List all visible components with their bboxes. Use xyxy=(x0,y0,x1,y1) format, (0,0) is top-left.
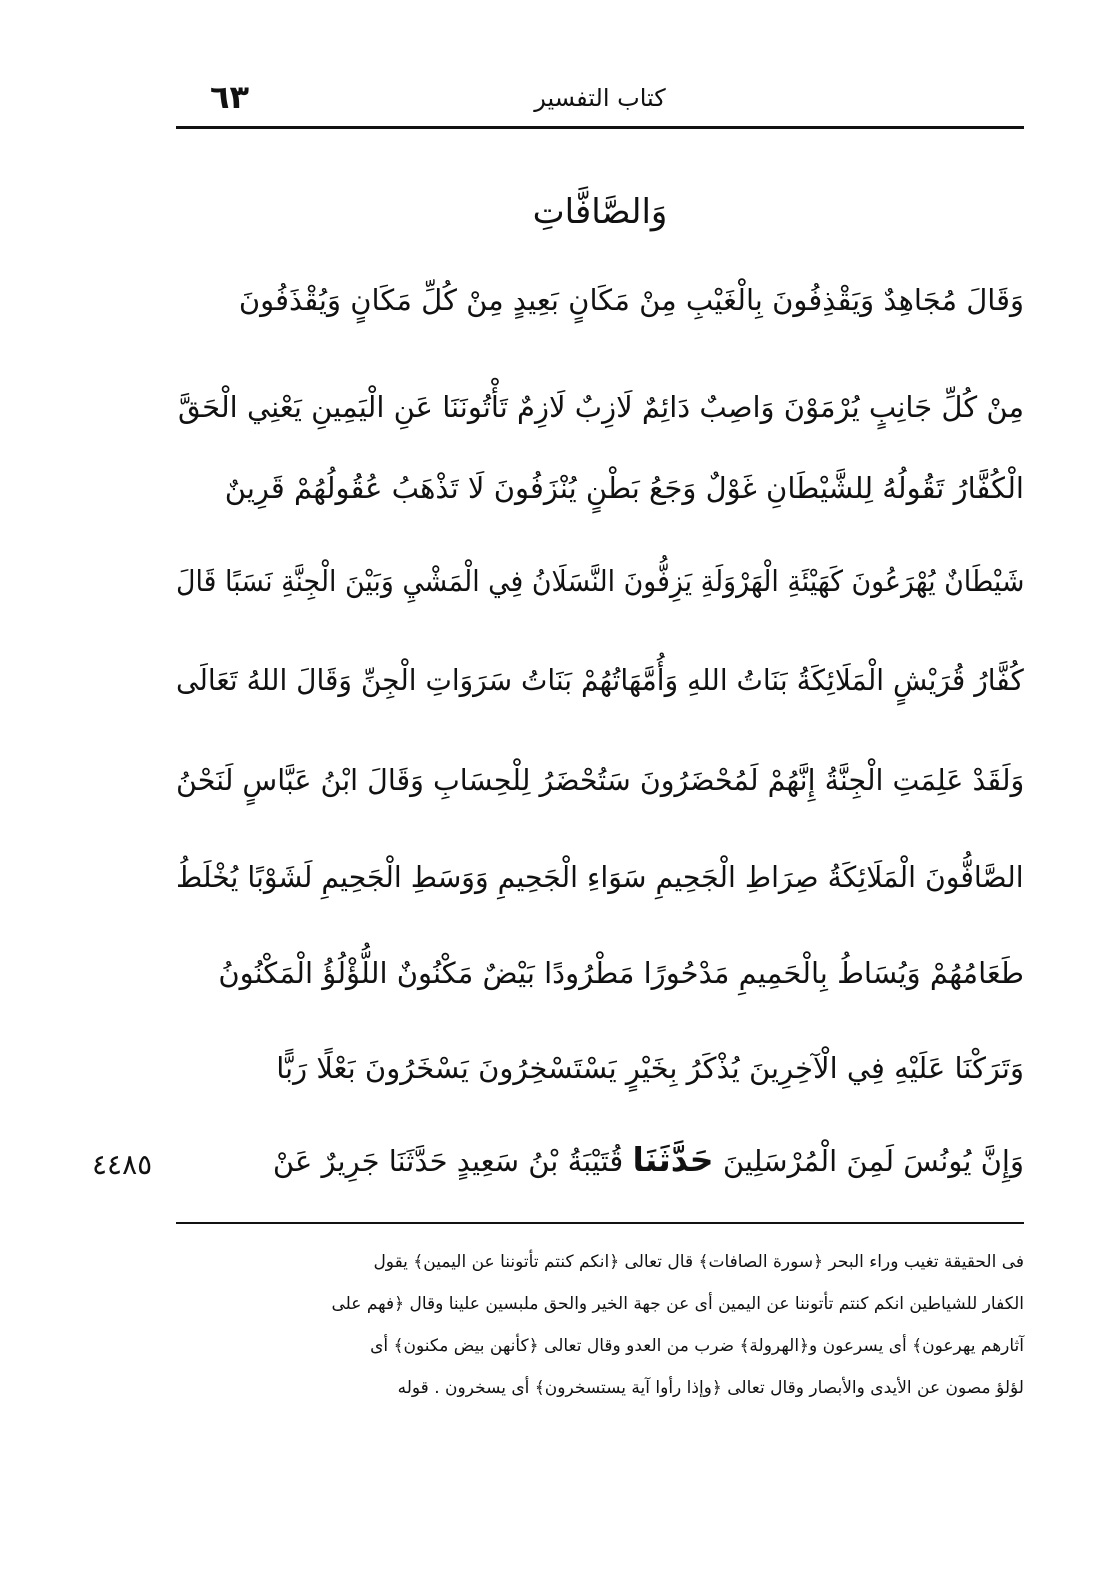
text-line: طَعَامُهُمْ وَيُسَاطُ بِالْحَمِيمِ مَدْحُورًا مَطْرُودًا بَيْضٌ مَكْنُونٌ اللُّؤْلُؤُ الْمَكْنُونُ xyxy=(218,956,1024,990)
footnote-line: فى الحقيقة تغيب وراء البحر ﴿سورة الصافات﴾ قال تعالى ﴿انكم كنتم تأتوننا عن اليمين﴾ يقول xyxy=(373,1252,1024,1272)
text-line: الْكُفَّارُ تَقُولُهُ لِلشَّيْطَانِ غَوْلٌ وَجَعُ بَطْنٍ يُنْزَفُونَ لَا تَذْهَبُ عُقُولُهُمْ قَرِينٌ xyxy=(224,471,1024,505)
book-title: كتاب التفسير xyxy=(534,84,666,112)
haddathana-marker: حَدَّثَنَا xyxy=(632,1140,714,1179)
page-number: ٦٣ xyxy=(210,78,250,116)
text-line: الصَّافُّونَ الْمَلَائِكَةُ صِرَاطِ الْجَحِيمِ سَوَاءِ الْجَحِيمِ وَوَسَطِ الْجَحِيمِ لَشَوْبًا يُخْلَطُ xyxy=(176,860,1024,894)
text-line: كُفَّارُ قُرَيْشٍ الْمَلَائِكَةُ بَنَاتُ اللهِ وَأُمَّهَاتُهُمْ بَنَاتُ سَرَوَاتِ الْجِنِّ وَقَالَ اللهُ تَعَالَى xyxy=(176,663,1024,697)
hadith-opening-line xyxy=(273,1140,1024,1181)
isnad-text: قُتَيْبَةُ بْنُ سَعِيدٍ حَدَّثَنَا جَرِيرٌ عَنْ xyxy=(272,1144,624,1178)
text-line: شَيْطَانٌ يُهْرَعُونَ كَهَيْئَةِ الْهَرْوَلَةِ يَزِفُّونَ النَّسَلَانُ فِي الْمَشْيِ وَبَيْنَ الْجِنَّةِ نَسَبًا قَالَ xyxy=(175,564,1024,598)
text-line: وَقَالَ مُجَاهِدٌ وَيَقْذِفُونَ بِالْغَيْبِ مِنْ مَكَانٍ بَعِيدٍ مِنْ كُلِّ مَكَانٍ وَيُقْذَفُونَ xyxy=(238,283,1024,317)
footnote-rule xyxy=(176,1222,1024,1224)
footnote-line: آثارهم يهرعون﴾ أى يسرعون و﴿الهرولة﴾ ضرب من العدو وقال تعالى ﴿كأنهن بيض مكنون﴾ أى xyxy=(370,1336,1024,1356)
footnote-line: لؤلؤ مصون عن الأيدى والأبصار وقال تعالى ﴿وإذا رأوا آية يستسخرون﴾ أى يسخرون . قوله xyxy=(397,1378,1024,1398)
hadith-number: ٤٤٨٥ xyxy=(92,1148,153,1181)
footnote-line: الكفار للشياطين انكم كنتم تأتوننا عن اليمين أى عن جهة الخير والحق ملبسين علينا وقال ﴿فهم على xyxy=(331,1294,1024,1314)
running-header xyxy=(180,78,1020,128)
text-line: مِنْ كُلِّ جَانِبٍ يُرْمَوْنَ وَاصِبٌ دَائِمٌ لَازِبٌ لَازِمٌ تَأْتُونَنَا عَنِ الْيَمِينِ يَعْنِي الْحَقَّ xyxy=(177,390,1024,424)
header-rule xyxy=(176,126,1024,129)
text-line: وَلَقَدْ عَلِمَتِ الْجِنَّةُ إِنَّهُمْ لَمُحْضَرُونَ سَتُحْضَرُ لِلْحِسَابِ وَقَالَ ابْنُ عَبَّاسٍ لَنَحْنُ xyxy=(175,763,1024,797)
verse-text: وَإِنَّ يُونُسَ لَمِنَ الْمُرْسَلِينَ xyxy=(722,1144,1024,1178)
text-line: وَتَرَكْنَا عَلَيْهِ فِي الْآخِرِينَ يُذْكَرُ بِخَيْرٍ يَسْتَسْخِرُونَ يَسْخَرُونَ بَعْلًا رَبًّا xyxy=(276,1051,1024,1085)
chapter-title: وَالصَّافَّاتِ xyxy=(532,192,668,232)
